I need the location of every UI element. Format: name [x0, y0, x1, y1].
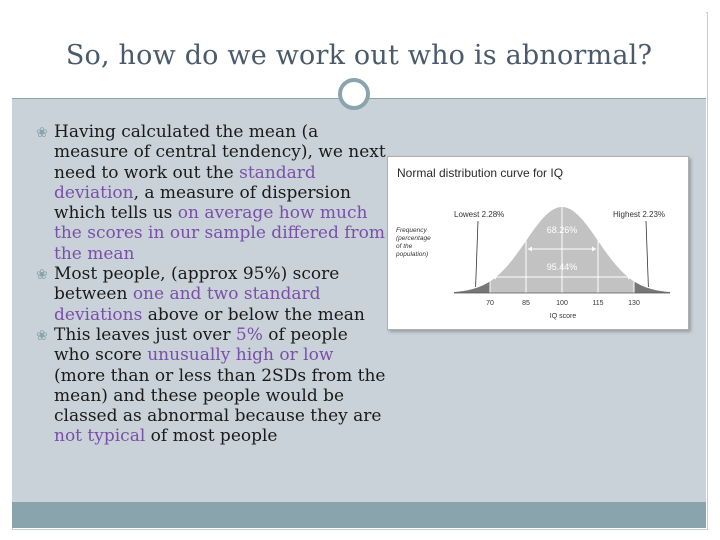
plot-area [454, 207, 670, 307]
bullet-item [36, 122, 388, 264]
highlighted-text: unusually high or low [147, 345, 334, 366]
two-sd-percent-label: 95.44% [546, 262, 578, 272]
x-axis-label: IQ score [549, 313, 577, 320]
highlighted-text: standard deviation [54, 162, 316, 203]
decorative-circle [338, 78, 370, 110]
bullet-text: Most people, (approx 95%) score between [54, 264, 340, 305]
bullet-text: Having calculated the mean (a measure of central tendency), we next need to work out the [54, 122, 386, 183]
footer-bar [12, 502, 706, 528]
ylabel-line-4: population) [396, 251, 429, 258]
one-sd-percent-label: 68.26% [546, 225, 578, 235]
x-tick-label: 130 [628, 300, 640, 307]
highlighted-text: on average how much the scores in our sample differed from the mean [54, 203, 386, 264]
normal-distribution-chart [388, 157, 688, 329]
bullet-text: of people who score [54, 324, 348, 366]
highlighted-text: 5% [235, 324, 263, 345]
highest-tail-area [634, 281, 670, 293]
slide-title: So, how do we work out who is abnormal? [65, 40, 653, 71]
normal-distribution-figure [387, 156, 689, 330]
ylabel-line-3: of the [396, 243, 413, 250]
ylabel-line-2: (percentage [396, 235, 431, 242]
lowest-pointer-line [476, 221, 478, 287]
x-tick-label: 115 [592, 300, 604, 307]
bullet-flower-icon: ❀ [36, 125, 48, 141]
bullet-text: This leaves just over [54, 324, 236, 345]
lowest-label: Lowest 2.28% [454, 210, 505, 219]
bullet-item [36, 325, 388, 447]
bullet-text: above or below the mean [142, 304, 365, 325]
highest-label: Highest 2.23% [613, 210, 666, 219]
x-tick-label: 85 [522, 300, 530, 307]
bullet-flower-icon: ❀ [36, 267, 48, 284]
bullet-flower-icon: ❀ [36, 327, 48, 344]
bullet-text: , a measure of dispersion which tells us [54, 182, 351, 224]
highlighted-text: one and two standard deviations [54, 284, 321, 325]
highest-pointer-line [646, 221, 648, 287]
x-tick-label: 70 [486, 300, 494, 307]
ylabel-line-1: Frequency [396, 227, 427, 234]
x-tick-label: 100 [556, 300, 568, 307]
bullet-text: (more than or less than 2SDs from the mean) and these people would be classed as abnormal because they are [54, 365, 386, 427]
bullet-list [36, 122, 388, 447]
bullet-text: of most people [145, 426, 278, 447]
bullet-item [36, 264, 388, 325]
lowest-tail-area [454, 281, 490, 293]
figure-title: Normal distribution curve for IQ [397, 166, 564, 180]
highlighted-text: not typical [54, 426, 146, 447]
